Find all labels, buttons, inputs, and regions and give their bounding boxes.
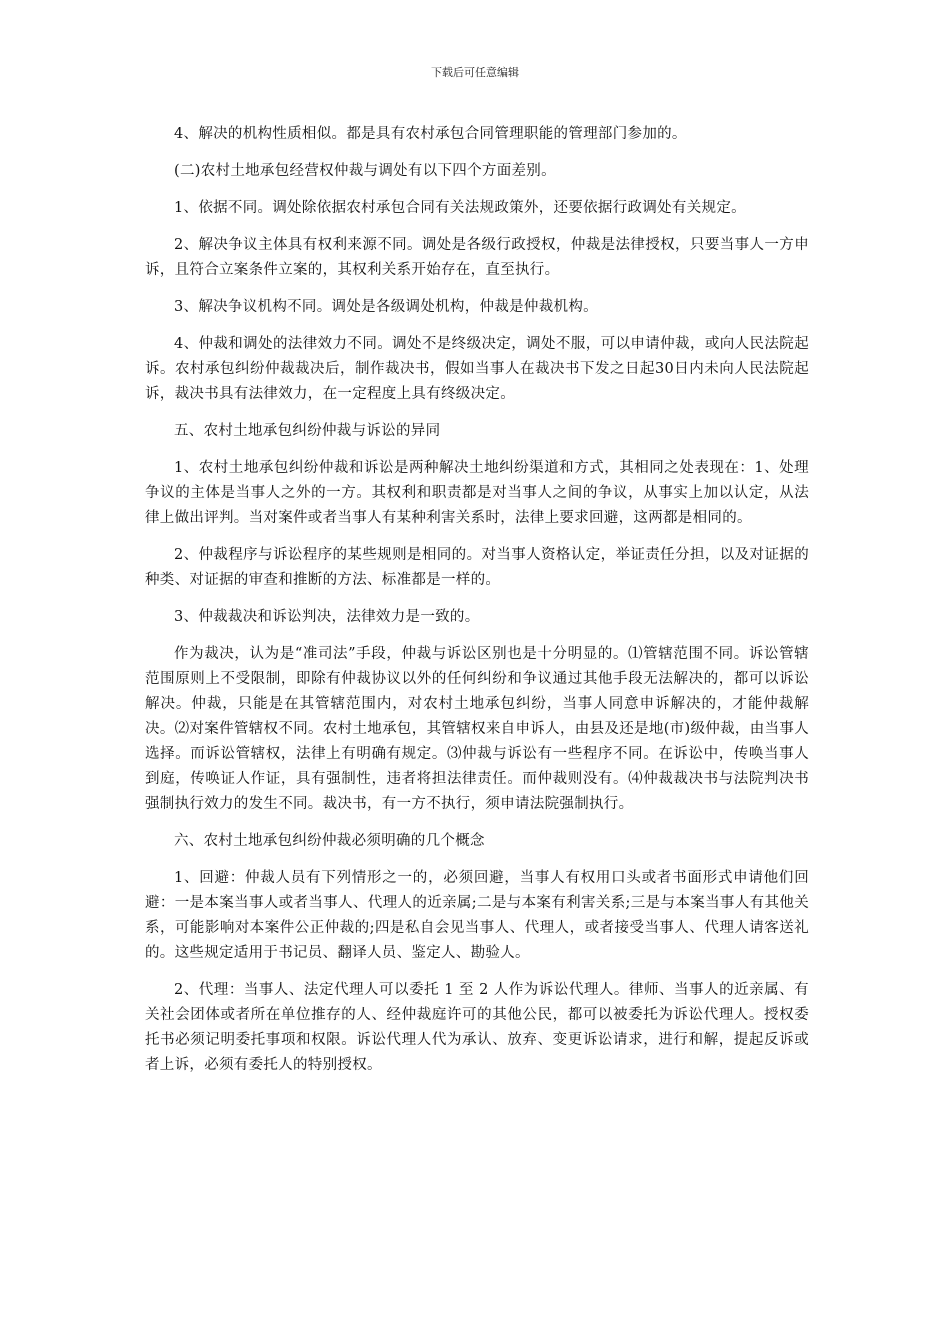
paragraph: 3、仲裁裁决和诉讼判决，法律效力是一致的。: [174, 609, 480, 625]
section-heading: 五、农村土地承包纠纷仲裁与诉讼的异同: [174, 423, 441, 439]
paragraph: 3、解决争议机构不同。调处是各级调处机构，仲裁是仲裁机构。: [174, 299, 598, 315]
paragraph: 4、解决的机构性质相似。都是具有农村承包合同管理职能的管理部门参加的。: [174, 126, 687, 142]
section-heading: 六、农村土地承包纠纷仲裁必须明确的几个概念: [174, 833, 485, 849]
paragraph: 作为裁决，认为是“准司法”手段，仲裁与诉讼区别也是十分明显的。⑴管辖范围不同。诉讼管辖范围原则上不受限制，即除有仲裁协议以外的任何纠纷和争议通过其他手段无法解决的，都可以诉讼解决。仲裁，只能是在其管辖范围内，对农村土地承包纠纷，当事人同意申诉解决的，才能仲裁解决。⑵对案件管辖权不同。农村土地承包，其管辖权来自申诉人，由县及还是地(市)级仲裁，由当事人选择。而诉讼管辖权，法律上有明确有规定。⑶仲裁与诉讼有一些程序不同。在诉讼中，传唤当事人到庭，传唤证人作证，具有强制性，违者将担法律责任。而仲裁则没有。⑷仲裁裁决书与法院判决书强制执行效力的发生不同。裁决书，有一方不执行，须申请法院强制执行。: [145, 646, 809, 812]
paragraph: 4、仲裁和调处的法律效力不同。调处不是终级决定，调处不服，可以申请仲裁，或向人民法院起诉。农村承包纠纷仲裁裁决后，制作裁决书，假如当事人在裁决书下发之日起30日内未向人民法院起诉，裁决书具有法律效力，在一定程度上具有终级决定。: [145, 336, 809, 402]
paragraph: 1、农村土地承包纠纷仲裁和诉讼是两种解决土地纠纷渠道和方式，其相同之处表现在：1、处理争议的主体是当事人之外的一方。其权利和职责都是对当事人之间的争议，从事实上加以认定，从法律上做出评判。当对案件或者当事人有某种利害关系时，法律上要求回避，这两都是相同的。: [145, 460, 809, 526]
paragraph: 2、仲裁程序与诉讼程序的某些规则是相同的。对当事人资格认定，举证责任分担，以及对证据的种类、对证据的审查和推断的方法、标准都是一样的。: [145, 547, 809, 588]
paragraph: 2、代理：当事人、法定代理人可以委托 1 至 2 人作为诉讼代理人。律师、当事人的近亲属、有关社会团体或者所在单位推存的人、经仲裁庭许可的其他公民，都可以被委托为诉讼代理人。授权委托书必须记明委托事项和权限。诉讼代理人代为承认、放弃、变更诉讼请求，进行和解，提起反诉或者上诉，必须有委托人的特别授权。: [145, 982, 809, 1073]
paragraph: 1、依据不同。调处除依据农村承包合同有关法规政策外，还要依据行政调处有关规定。: [174, 200, 746, 216]
page-header: 下载后可任意编辑: [431, 66, 519, 79]
section-heading: (二)农村土地承包经营权仲裁与调处有以下四个方面差别。: [174, 163, 556, 179]
paragraph: 1、回避：仲裁人员有下列情形之一的，必须回避，当事人有权用口头或者书面形式申请他们回避：一是本案当事人或者当事人、代理人的近亲属;二是与本案有利害关系;三是与本案当事人有其他关系，可能影响对本案件公正仲裁的;四是私自会见当事人、代理人，或者接受当事人、代理人请客送礼的。这些规定适用于书记员、翻译人员、鉴定人、勘验人。: [145, 870, 809, 961]
document-body: [145, 122, 809, 1090]
paragraph: 2、解决争议主体具有权利来源不同。调处是各级行政授权，仲裁是法律授权，只要当事人一方申诉，且符合立案条件立案的，其权利关系开始存在，直至执行。: [145, 237, 809, 278]
